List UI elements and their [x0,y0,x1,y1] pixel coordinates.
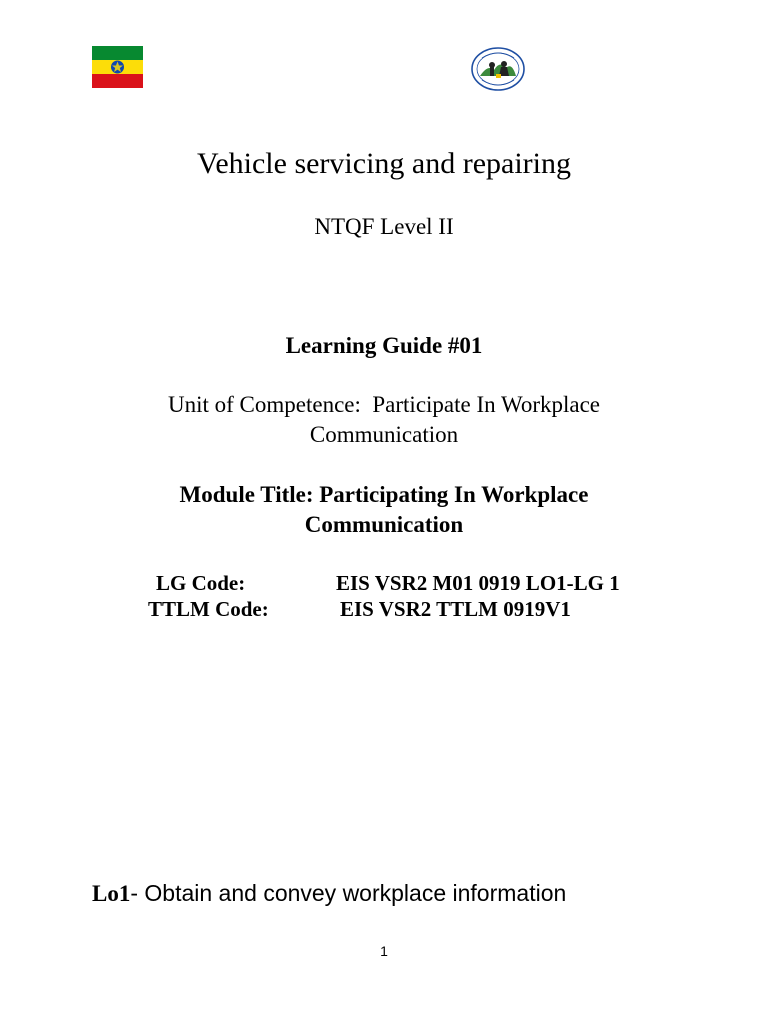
institution-seal-icon [470,46,526,92]
ttlm-code-label: TTLM Code: [148,597,269,621]
learning-guide-heading: Learning Guide #01 [285,333,483,358]
module-line-2: Communication [304,512,464,537]
learning-outcome-number: Lo1 [92,881,131,906]
module-line-1: Module Title: Participating In Workplace [179,482,589,507]
learning-outcome-text: - Obtain and convey workplace information [130,880,567,906]
lg-code-label: LG Code: [156,571,246,595]
ethiopian-flag-icon [92,46,143,88]
ntqf-level: NTQF Level II [314,214,454,239]
module-title [0,480,768,540]
unit-line-2: Communication [309,422,459,447]
unit-line-1: Unit of Competence: Participate In Workplace [167,392,601,417]
learning-outcome [92,878,566,909]
unit-of-competence [0,390,768,450]
document-title: Vehicle servicing and repairing [196,147,572,180]
page-number: 1 [380,943,388,959]
lg-code-value: EIS VSR2 M01 0919 LO1-LG 1 [336,571,620,595]
ttlm-code-value: EIS VSR2 TTLM 0919V1 [340,597,571,621]
